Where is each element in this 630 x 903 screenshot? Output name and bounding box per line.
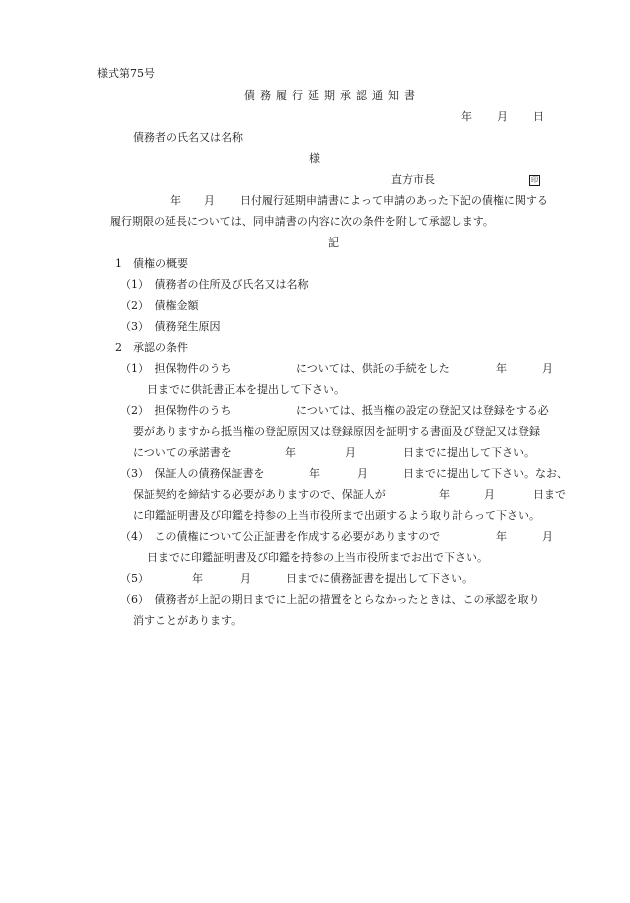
section1-heading: 1 債権の概要 (115, 257, 188, 270)
section1-item: （1） 債務者の住所及び氏名又は名称 (120, 278, 309, 291)
addressee-honorific: 様 (309, 152, 320, 165)
condition2-line3-a: についての承諾書を (133, 446, 232, 459)
seal-mark: 印 (531, 176, 538, 184)
condition1-b: については、供託の手続をした (296, 362, 450, 375)
condition1-year: 年 (496, 362, 507, 375)
intro-year: 年 (170, 194, 181, 207)
condition6-line2: 消すことがあります。 (133, 614, 243, 627)
date-day: 日 (533, 110, 544, 123)
condition6-line1: （6） 債務者が上記の期日までに上記の措置をとらなかったときは、この承認を取り (120, 593, 540, 606)
condition3-a: （3） 保証人の債務保証書を (120, 467, 265, 480)
condition5-year: 年 (192, 572, 203, 585)
intro-line1: 日付履行延期申請書によって申請のあった下記の債権に関する (240, 194, 548, 207)
date-year: 年 (461, 110, 472, 123)
condition4-a: （4） この債権について公正証書を作成する必要がありますので (120, 530, 441, 543)
document-title: 債務履行延期承認通知書 (244, 89, 420, 102)
condition2-line2: 要がありますから抵当権の登記原因又は登録原因を証明する書面及び登記又は登録 (133, 425, 540, 438)
condition3-line3: に印鑑証明書及び印鑑を持参の上当市役所まで出頭するよう取り計らって下さい。 (133, 509, 540, 522)
condition5-a: （5） (120, 572, 149, 585)
condition1-a: （1） 担保物件のうち (120, 362, 232, 375)
condition2-month: 月 (345, 446, 356, 459)
section1-item: （3） 債務発生原因 (120, 320, 221, 333)
section1-item: （2） 債権金額 (120, 299, 199, 312)
addressee-label: 債務者の氏名又は名称 (133, 131, 243, 144)
condition3-year: 年 (309, 467, 320, 480)
condition4-line2: 日までに印鑑証明書及び印鑑を持参の上当市役所までお出で下さい。 (147, 551, 488, 564)
condition4-month: 月 (542, 530, 553, 543)
condition5-b: 日までに債務証書を提出して下さい。 (286, 572, 473, 585)
ki-heading: 記 (328, 236, 339, 249)
condition1-month: 月 (542, 362, 553, 375)
section2-heading: 2 承認の条件 (115, 341, 188, 354)
condition3-line2-a: 保証契約を締結する必要がありますので、保証人が (133, 488, 386, 501)
condition3-month: 月 (357, 467, 368, 480)
condition3-month2: 月 (484, 488, 495, 501)
condition3-year2: 年 (439, 488, 450, 501)
condition2-a: （2） 担保物件のうち (120, 404, 232, 417)
condition2-b: については、抵当権の設定の登記又は登録をする必 (296, 404, 549, 417)
intro-month: 月 (204, 194, 215, 207)
condition4-year: 年 (496, 530, 507, 543)
form-number: 様式第75号 (97, 67, 155, 80)
condition3-line2-b: 日まで (533, 488, 566, 501)
date-month: 月 (497, 110, 508, 123)
condition1-line2: 日までに供託書正本を提出して下さい。 (147, 383, 345, 396)
condition3-b: 日までに提出して下さい。なお、 (403, 467, 568, 480)
issuer-title: 直方市長 (391, 173, 435, 186)
intro-line2: 履行期限の延長については、同申請書の内容に次の条件を附して承認します。 (110, 215, 494, 228)
condition2-line3-b: 日までに提出して下さい。 (403, 446, 535, 459)
condition5-month: 月 (240, 572, 251, 585)
condition2-year: 年 (285, 446, 296, 459)
